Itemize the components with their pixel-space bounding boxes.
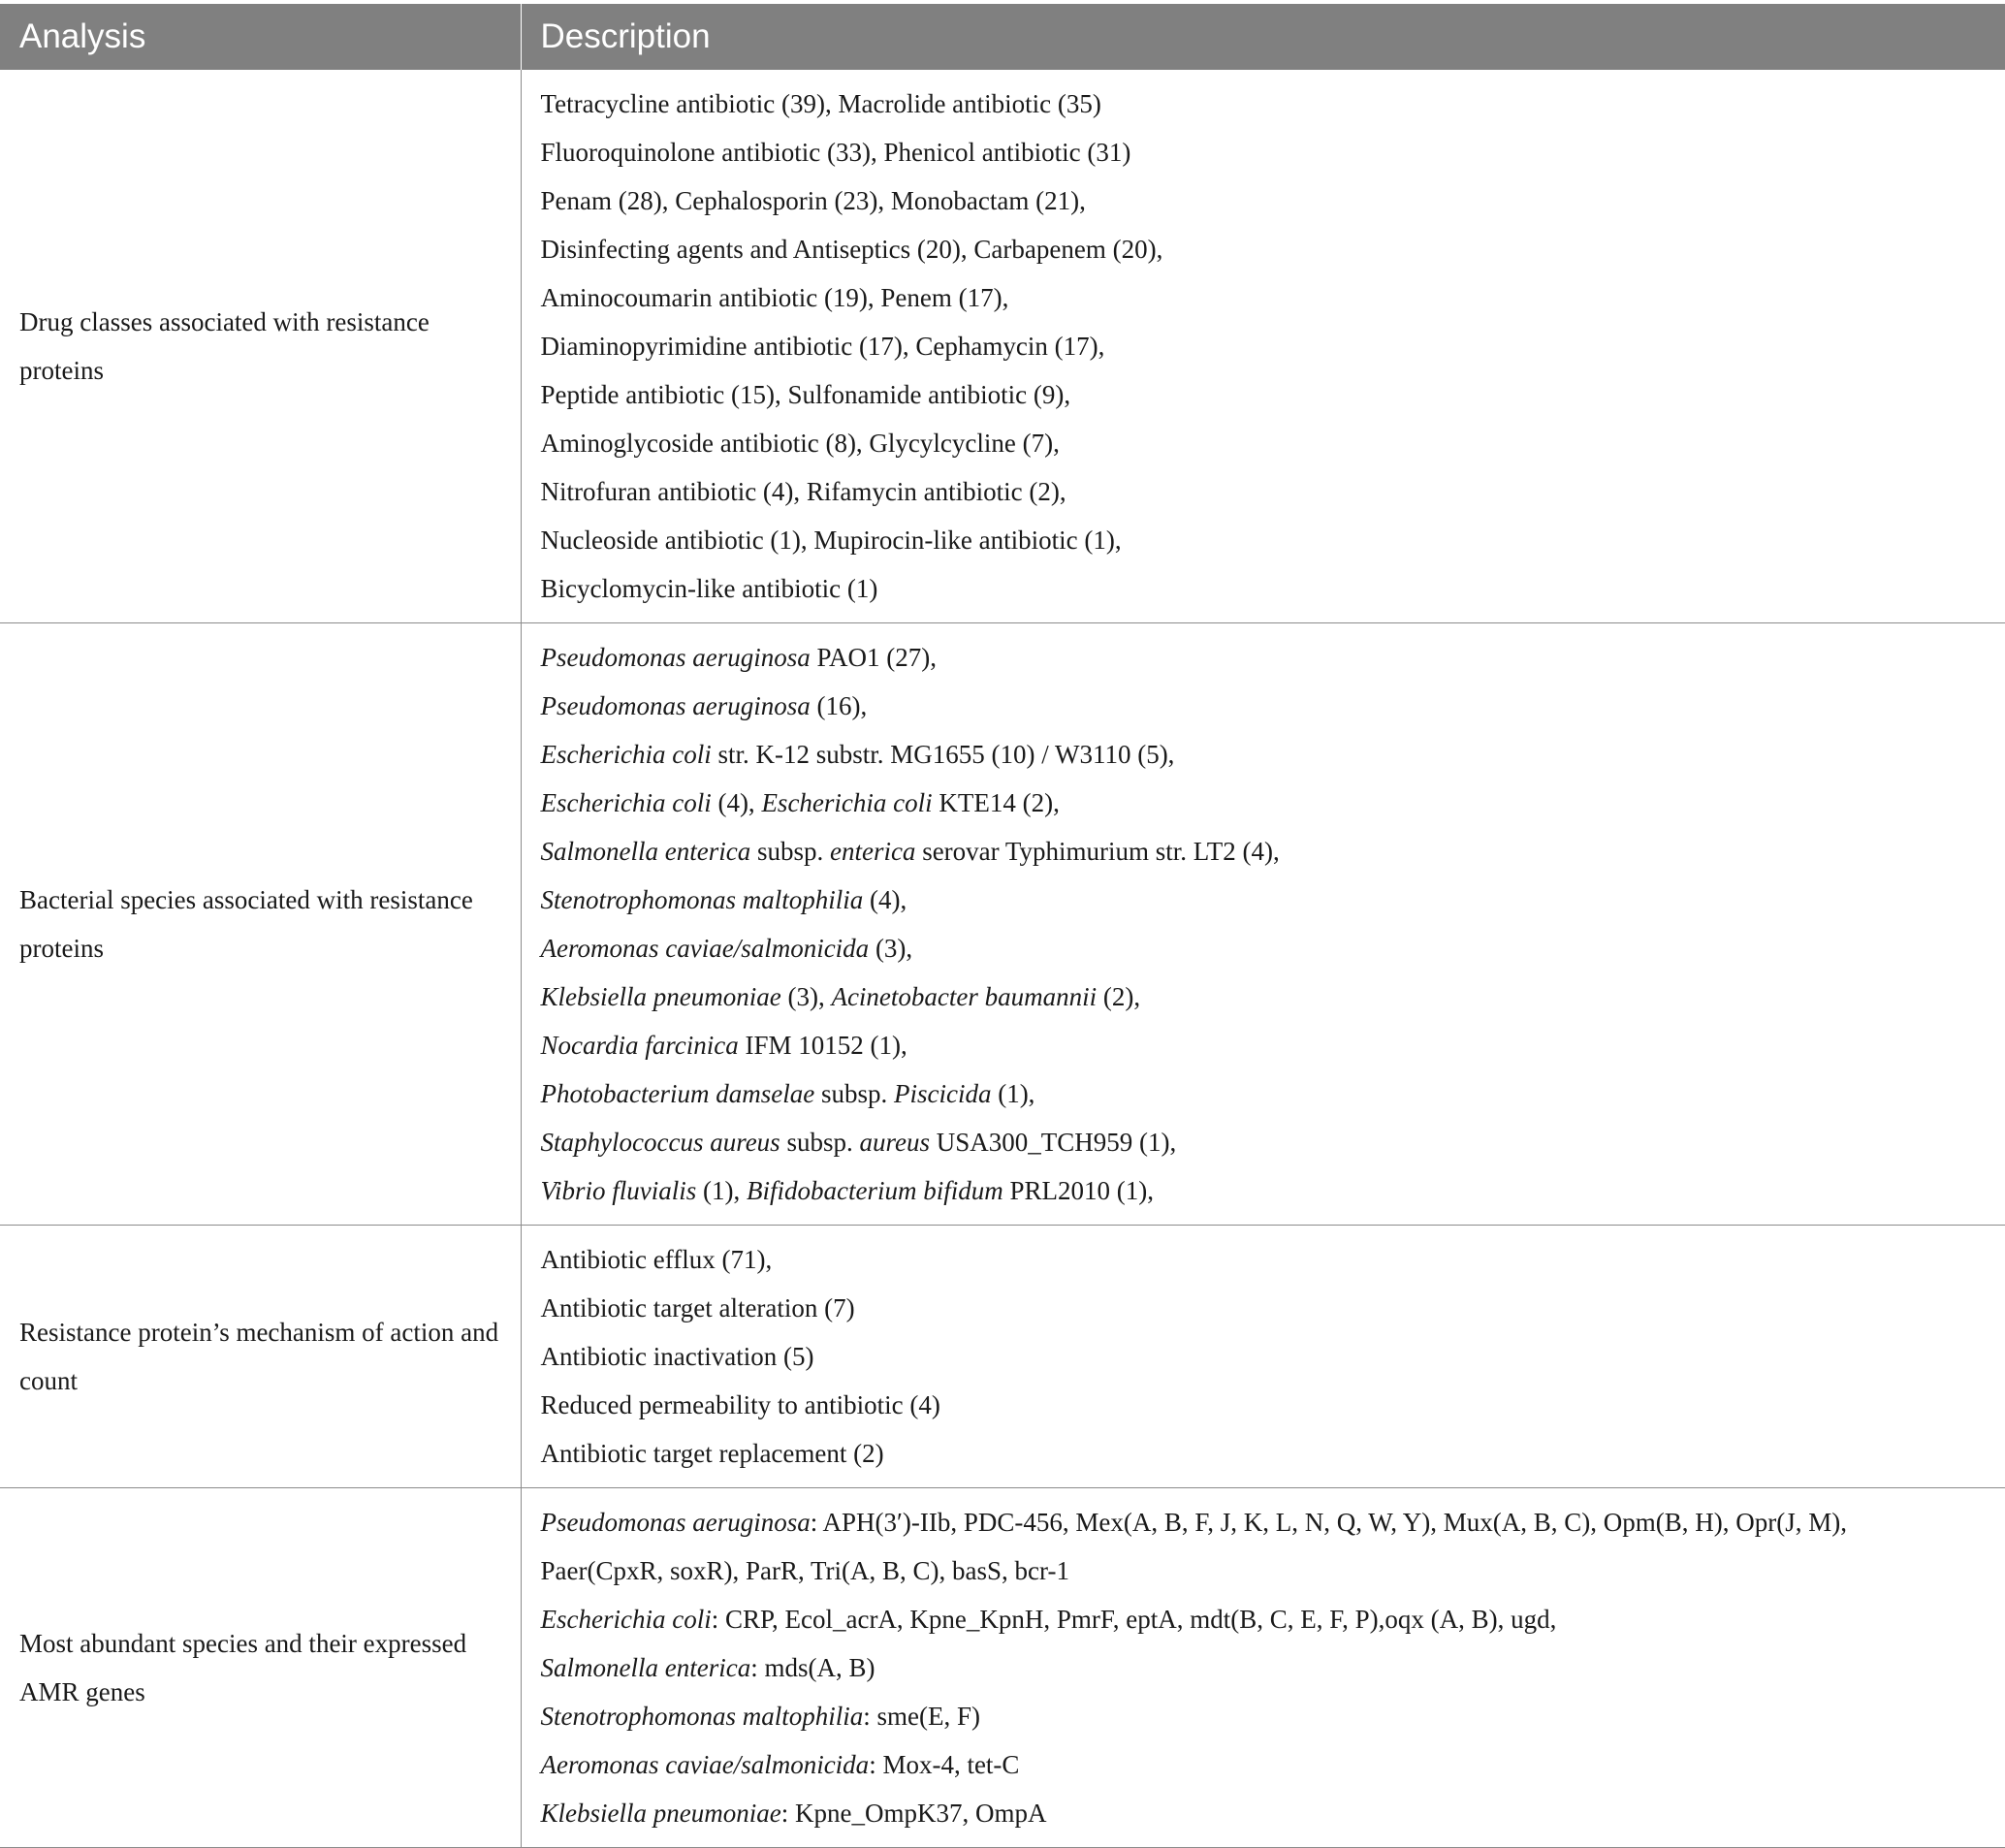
- description-line: [541, 467, 1987, 516]
- species-name: Pseudomonas aeruginosa: [540, 643, 811, 672]
- description-line: [541, 1166, 1987, 1215]
- description-line: [541, 1021, 1987, 1069]
- table-row: [0, 1488, 2005, 1848]
- description-line: [541, 1118, 1987, 1166]
- species-name: Salmonella enterica: [540, 1653, 751, 1682]
- description-text: Disinfecting agents and Antiseptics (20), Carbapenem (20),: [540, 235, 1163, 264]
- description-line: [541, 682, 1987, 730]
- description-text: subsp.: [780, 1128, 860, 1157]
- description-line: [541, 322, 1987, 370]
- description-text: (2),: [1097, 982, 1141, 1011]
- description-line: [541, 779, 1987, 827]
- description-line: [541, 1740, 1987, 1789]
- description-text: : APH(3′)-IIb, PDC-456, Mex(A, B, F, J, K, L, N, Q, W, Y), Mux(A, B, C), Opm(B, H), Opr(J, M),: [810, 1508, 1847, 1537]
- description-text: Peptide antibiotic (15), Sulfonamide antibiotic (9),: [540, 380, 1071, 409]
- description-line: [541, 1789, 1987, 1837]
- species-name: Aeromonas caviae/salmonicida: [540, 934, 870, 963]
- header-row: [0, 4, 2005, 70]
- description-text: serovar Typhimurium str. LT2 (4),: [915, 837, 1280, 866]
- description-line: [541, 633, 1987, 682]
- description-line: [541, 1381, 1987, 1429]
- description-cell: [521, 1488, 2005, 1848]
- description-text: str. K-12 substr. MG1655 (10) / W3110 (5),: [711, 740, 1175, 769]
- description-line: [541, 1235, 1987, 1284]
- description-line: [541, 924, 1987, 972]
- species-name: Salmonella enterica: [540, 837, 751, 866]
- description-text: Antibiotic target alteration (7): [540, 1293, 855, 1322]
- description-line: [541, 80, 1987, 128]
- table-row: [0, 70, 2005, 623]
- species-name: Pseudomonas aeruginosa: [540, 691, 811, 720]
- description-text: Bicyclomycin-like antibiotic (1): [540, 574, 878, 603]
- description-line: [541, 1595, 1987, 1643]
- species-name: Stenotrophomonas maltophilia: [540, 1702, 864, 1731]
- species-name: Photobacterium damselae: [540, 1079, 815, 1108]
- description-text: (4),: [711, 788, 762, 817]
- description-line: [541, 1498, 1987, 1546]
- description-text: (3),: [780, 982, 832, 1011]
- description-text: USA300_TCH959 (1),: [929, 1128, 1177, 1157]
- description-text: subsp.: [750, 837, 830, 866]
- description-text: : CRP, Ecol_acrA, Kpne_KpnH, PmrF, eptA, mdt(B, C, E, F, P),oqx (A, B), ugd,: [711, 1605, 1557, 1634]
- description-line: [541, 1643, 1987, 1692]
- species-name: Klebsiella pneumoniae: [540, 982, 781, 1011]
- analysis-cell: Resistance protein’s mechanism of action and count: [0, 1226, 521, 1488]
- description-text: Diaminopyrimidine antibiotic (17), Cephamycin (17),: [540, 332, 1105, 361]
- description-text: (4),: [863, 885, 907, 914]
- description-text: IFM 10152 (1),: [738, 1031, 907, 1060]
- description-line: [541, 730, 1987, 779]
- species-name: Staphylococcus aureus: [540, 1128, 780, 1157]
- description-cell: [521, 70, 2005, 623]
- description-text: Tetracycline antibiotic (39), Macrolide antibiotic (35): [540, 89, 1101, 118]
- species-name: Escherichia coli: [761, 788, 933, 817]
- description-text: (1),: [696, 1176, 747, 1205]
- analysis-cell: Bacterial species associated with resistance proteins: [0, 623, 521, 1226]
- description-text: Antibiotic inactivation (5): [540, 1342, 814, 1371]
- column-header-description: Description: [521, 4, 2005, 70]
- analysis-cell: Most abundant species and their expressed AMR genes: [0, 1488, 521, 1848]
- table-row: [0, 1226, 2005, 1488]
- description-text: Penam (28), Cephalosporin (23), Monobactam (21),: [540, 186, 1086, 215]
- species-name: Vibrio fluvialis: [540, 1176, 697, 1205]
- table-header: [0, 4, 2005, 70]
- description-text: Antibiotic efflux (71),: [540, 1245, 773, 1274]
- description-line: [541, 972, 1987, 1021]
- species-name: Bifidobacterium bifidum: [746, 1176, 1003, 1205]
- description-line: [541, 827, 1987, 876]
- description-text: (1),: [991, 1079, 1035, 1108]
- description-line: [541, 1332, 1987, 1381]
- description-text: Nucleoside antibiotic (1), Mupirocin-like antibiotic (1),: [540, 526, 1122, 555]
- species-name: Nocardia farcinica: [540, 1031, 739, 1060]
- species-name: Acinetobacter baumannii: [831, 982, 1098, 1011]
- description-line: [541, 225, 1987, 273]
- description-text: (3),: [869, 934, 913, 963]
- description-line: [541, 370, 1987, 419]
- table-row: [0, 623, 2005, 1226]
- description-cell: [521, 623, 2005, 1226]
- description-line: [541, 564, 1987, 613]
- species-name: Piscicida: [893, 1079, 992, 1108]
- description-text: PRL2010 (1),: [1002, 1176, 1154, 1205]
- species-name: Escherichia coli: [540, 788, 712, 817]
- description-text: KTE14 (2),: [932, 788, 1060, 817]
- description-line: [541, 128, 1987, 176]
- column-header-analysis: Analysis: [0, 4, 521, 70]
- data-table: [0, 4, 2005, 1848]
- species-name: enterica: [829, 837, 916, 866]
- description-text: Nitrofuran antibiotic (4), Rifamycin antibiotic (2),: [540, 477, 1066, 506]
- description-line: [541, 176, 1987, 225]
- description-line: [541, 1284, 1987, 1332]
- species-name: Escherichia coli: [540, 740, 712, 769]
- description-line: [541, 1429, 1987, 1478]
- description-text: : Mox-4, tet-C: [869, 1750, 1020, 1779]
- species-name: Pseudomonas aeruginosa: [540, 1508, 811, 1537]
- description-text: subsp.: [814, 1079, 894, 1108]
- description-text: Paer(CpxR, soxR), ParR, Tri(A, B, C), basS, bcr-1: [540, 1556, 1069, 1585]
- species-name: Aeromonas caviae/salmonicida: [540, 1750, 870, 1779]
- description-text: Aminocoumarin antibiotic (19), Penem (17),: [540, 283, 1009, 312]
- description-text: : sme(E, F): [863, 1702, 981, 1731]
- description-text: Aminoglycoside antibiotic (8), Glycylcycline (7),: [540, 429, 1060, 458]
- description-text: Fluoroquinolone antibiotic (33), Phenicol antibiotic (31): [540, 138, 1131, 167]
- species-name: Escherichia coli: [540, 1605, 712, 1634]
- species-name: aureus: [859, 1128, 930, 1157]
- description-line: [541, 516, 1987, 564]
- description-line: [541, 273, 1987, 322]
- description-line: [541, 1692, 1987, 1740]
- table-body: [0, 70, 2005, 1848]
- description-line: [541, 1546, 1987, 1595]
- species-name: Klebsiella pneumoniae: [540, 1799, 781, 1828]
- description-text: Antibiotic target replacement (2): [540, 1439, 884, 1468]
- description-line: [541, 1069, 1987, 1118]
- description-text: PAO1 (27),: [810, 643, 938, 672]
- description-text: Reduced permeability to antibiotic (4): [540, 1390, 940, 1419]
- description-line: [541, 876, 1987, 924]
- species-name: Stenotrophomonas maltophilia: [540, 885, 864, 914]
- description-text: : Kpne_OmpK37, OmpA: [780, 1799, 1047, 1828]
- analysis-cell: Drug classes associated with resistance proteins: [0, 70, 521, 623]
- description-text: (16),: [810, 691, 868, 720]
- description-text: : mds(A, B): [750, 1653, 875, 1682]
- description-line: [541, 419, 1987, 467]
- description-cell: [521, 1226, 2005, 1488]
